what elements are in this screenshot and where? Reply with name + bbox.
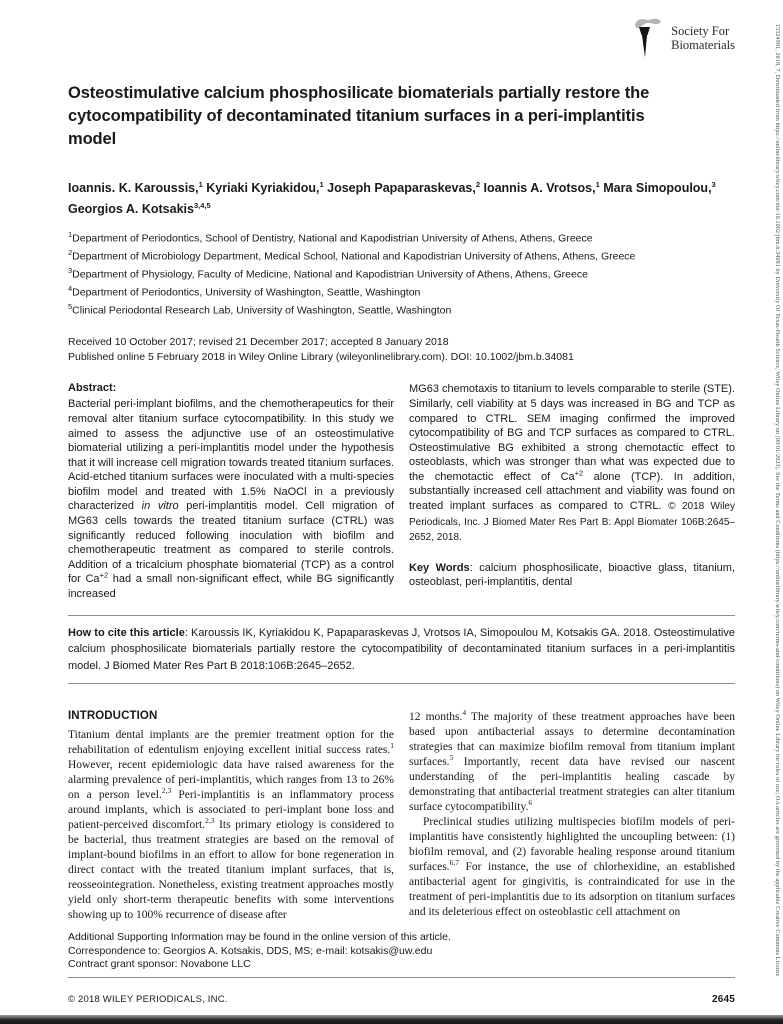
affiliation-line: $^4$Department of Periodontics, University of Washington, Seattle, Washington [68,284,421,299]
introduction-column-2 [409,710,735,923]
affiliation-list [68,228,735,318]
logo-header [68,8,735,70]
abstract-column-2 [409,382,735,601]
author-list: Ioannis. K. Karoussis,$^1$ Kyriaki Kyriakidou,$^1$ Joseph Papaparaskevas,$^2$ Ioannis A. Vrotsos,$^1$ Mara Simopoulou,$^3$ Georgios A. Kotsakis$^{3,4,5}$ [68,180,716,217]
affiliation-line: $^1$Department of Periodontics, School of Dentistry, National and Kapodistrian University of Athens, Athens, Greece [68,230,593,245]
divider-above-citation [68,615,735,616]
article-title: Osteostimulative calcium phosphosilicate biomaterials partially restore the cytocompatibility of decontaminated titanium surfaces in a peri-implantitis model [68,84,650,148]
keywords: Key Words: calcium phosphosilicate, bioactive glass, titanium, osteoblast, peri-implantitis, dental [409,561,736,589]
page-number: 2645 [711,993,735,1005]
logo-text [671,24,735,52]
introduction-column-1 [68,710,394,923]
torch-icon [632,8,664,66]
page-footer [68,986,735,1005]
footnote-correspondence: Correspondence to: Georgios A. Kotsakis, DDS, MS; e-mail: kotsakis@uw.edu [68,944,433,957]
abstract-column-1 [68,382,394,601]
logo-line-2: Biomaterials [671,38,735,52]
footer-divider [68,977,735,978]
download-info-text: 15524981, 2018, 7, Downloaded from https://onlinelibrary.wiley.com/doi/10.1002/jbm.b.34081 by University Of Texas-Health Science, Wiley Online Library on [09/01/2023]. See the Terms and Conditions (https://onlinelibrary.wiley.com/terms-and-conditions) on Wiley Online Library for rules of use; OA articles are governed by the applicable Creative Commons License [774,24,780,977]
publication-dates [68,335,735,365]
scan-edge-bar [0,1015,783,1024]
footnote-supporting-info: Additional Supporting Information may be found in the online version of this article. [68,931,451,944]
footnote-grant-sponsor: Contract grant sponsor: Novabone LLC [68,958,251,971]
affiliation-line: $^3$Department of Physiology, Faculty of Medicine, National and Kapodistrian University of Athens, Athens, Greece [68,266,588,281]
introduction-text-right-p1: 12 months.$^4$ The majority of these treatment approaches have been based upon antibacterial assays to determine decontamination strategies that can maximize biofilm removal from titanium implant surfaces.$^5$ Importantly, recent data have revised our nascent understanding of the peri-implantitis healing cascade by demonstrating that antibacterial treatment strategies can alter titanium surface cytocompatibility.$^6$ [409,708,735,814]
affiliation-line: $^5$Clinical Periodontal Research Lab, University of Washington, Seattle, Washington [68,302,452,317]
abstract-text-right: MG63 chemotaxis to titanium to levels comparable to sterile (STE). Similarly, cell viability at 5 days was increased in BG and TCP as compared to CTRL. SEM imaging confirmed the improved cytocompatibility of BG and TCP surfaces as compared to CTRL. Osteostimulative BG exhibited a strong chemotactic effect to osteoblasts, which was stronger than what was expected due to the chemotactic effect of $Ca^{+2}$ alone (TCP). In addition, substantially increased cell attachment and viability was found on treated implant surfaces as compared to CTRL. © 2018 Wiley Periodicals, Inc. J Biomed Mater Res Part B: Appl Biomater 106B:2645–2652, 2018. [409,383,735,544]
logo-line-1: Society For [671,24,730,38]
society-for-biomaterials-logo [632,8,735,70]
citation-note: How to cite this article: Karoussis IK, Kyriakidou K, Papaparaskevas J, Vrotsos IA, Simopoulou M, Kotsakis GA. 2018. Osteostimulative calcium phosphosilicate biomaterials partially restore the cytocompatibility of decontaminated titanium surfaces in a peri-implantitis model. J Biomed Mater Res Part B 2018:106B:2645–2652. [68,626,735,672]
received-line: Received 10 October 2017; revised 21 December 2017; accepted 8 January 2018 [68,336,449,349]
abstract-text-left: Bacterial peri-implant biofilms, and the chemotherapeutics for their removal alter titanium surface cytocompatibility. In this study we aimed to assess the adjunctive use of an osteostimulative biomaterial utilizing a peri-implantitis model under the hypothesis that it will increase cell migration towards treated titanium surfaces. Acid-etched titanium surfaces were inoculated with a multi-species biofilm model and treated with 1.5% NaOCl in a previously characterized in vitro peri-implantitis model. Cell migration of MG63 cells towards the treated titanium surface (CTRL) was significantly reduced following inoculation with biofilm and chemotherapeutic treatment as compared to sterile controls. Addition of a tricalcium phosphate biomaterial (TCP) as a control for $Ca^{+2}$ had a small non-significant effect, while BG significantly increased [68,398,394,601]
footnote-block [68,931,735,972]
introduction-text-right-p2: Preclinical studies utilizing multispecies biofilm models of peri-implantitis have consistently highlighted the uncoupling between: (1) biofilm removal, and (2) favorable healing response around titanium surfaces.$^{6,7}$ For instance, the use of chlorhexidine, an established antibacterial agent for gingivitis, is contraindicated for use in the treatment of peri-implantitis due to its adsorption on titanium surfaces and its deleterious effect on osteoblastic cell attachment on [409,816,735,919]
published-line: Published online 5 February 2018 in Wiley Online Library (wileyonlinelibrary.com). DOI: 10.1002/jbm.b.34081 [68,351,574,364]
introduction-section [68,710,735,923]
copyright-text: © 2018 WILEY PERIODICALS, INC. [68,993,228,1005]
divider-below-citation [68,683,735,684]
introduction-heading: INTRODUCTION [68,710,158,723]
affiliation-line: $^2$Department of Microbiology Department, Medical School, National and Kapodistrian University of Athens, Athens, Greece [68,248,636,263]
introduction-text-left: Titanium dental implants are the premier treatment option for the rehabilitation of edentulism enjoying excellent initial success rates.$^1$ However, recent epidemiologic data have raised awareness for the alarming prevalence of peri-implantitis, which ranges from 13 to 26% on a person level.$^{2,3}$ Peri-implantitis is an inflammatory process around implants, which is associated to peri-implant bone loss and patient-perceived discomfort.$^{2,3}$ Its primary etiology is considered to be bacterial, thus treatment strategies are based on the removal of implant-bound biofilms in an effort to allow for bone regeneration in direct contact with the treated titanium implant surfaces, that is, reosseointegration. Nonetheless, existing treatment approaches mostly yield only short-term therapeutic benefits with some interventions showing up to 100% recurrence of disease after [68,729,395,922]
abstract-heading: Abstract: [68,382,117,395]
abstract-section [68,382,735,601]
